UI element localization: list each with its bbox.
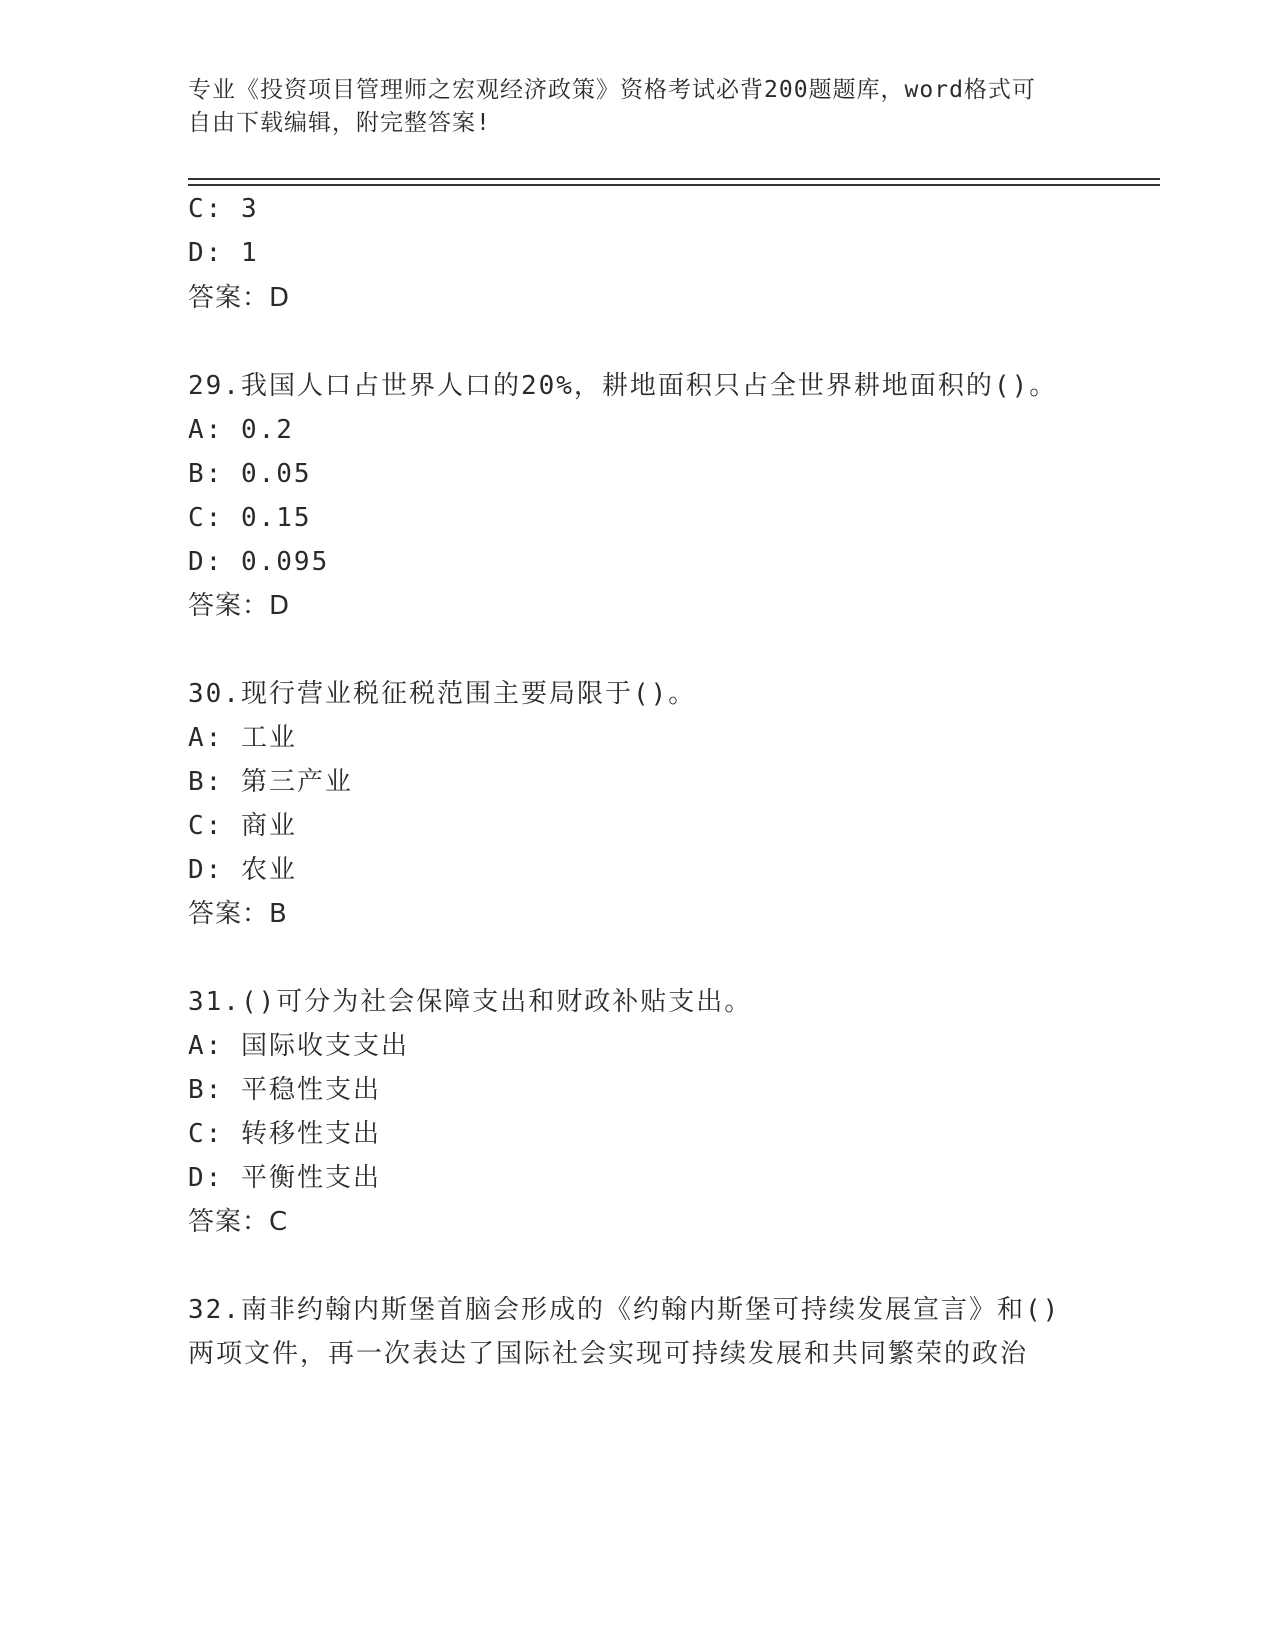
question-31-answer: 答案：C bbox=[188, 1207, 289, 1237]
question-29-answer: 答案：D bbox=[188, 591, 291, 621]
question-31-stem: 31.()可分为社会保障支出和财政补贴支出。 bbox=[188, 987, 753, 1017]
question-30-option-d: D: 农业 bbox=[188, 855, 297, 885]
question-30-stem: 30.现行营业税征税范围主要局限于()。 bbox=[188, 679, 697, 709]
prev-option-c: C: 3 bbox=[188, 194, 259, 224]
question-31-option-a: A: 国际收支支出 bbox=[188, 1031, 409, 1061]
question-32-stem-continued: 两项文件，再一次表达了国际社会实现可持续发展和共同繁荣的政治 bbox=[188, 1339, 1029, 1369]
question-30-answer: 答案：B bbox=[188, 899, 288, 929]
header-rule-bottom bbox=[188, 184, 1160, 186]
question-30-option-c: C: 商业 bbox=[188, 811, 297, 841]
question-29-option-b: B: 0.05 bbox=[188, 459, 312, 489]
question-30-option-b: B: 第三产业 bbox=[188, 767, 353, 797]
question-29-option-a: A: 0.2 bbox=[188, 415, 294, 445]
question-31-option-c: C: 转移性支出 bbox=[188, 1119, 381, 1149]
header-line-1: 专业《投资项目管理师之宏观经济政策》资格考试必背200题题库，word格式可 bbox=[188, 77, 1036, 103]
prev-answer: 答案：D bbox=[188, 283, 291, 313]
question-29-option-d: D: 0.095 bbox=[188, 547, 330, 577]
question-31-option-b: B: 平稳性支出 bbox=[188, 1075, 381, 1105]
question-31-option-d: D: 平衡性支出 bbox=[188, 1163, 381, 1193]
header-rule-top bbox=[188, 178, 1160, 180]
header-line-2: 自由下载编辑，附完整答案! bbox=[188, 110, 491, 136]
question-29-option-c: C: 0.15 bbox=[188, 503, 312, 533]
question-32-stem: 32.南非约翰内斯堡首脑会形成的《约翰内斯堡可持续发展宣言》和() bbox=[188, 1295, 1061, 1325]
prev-option-d: D: 1 bbox=[188, 238, 259, 268]
document-header bbox=[188, 74, 1068, 140]
question-29-stem: 29.我国人口占世界人口的20%，耕地面积只占全世界耕地面积的()。 bbox=[188, 371, 1058, 401]
question-30-option-a: A: 工业 bbox=[188, 723, 297, 753]
